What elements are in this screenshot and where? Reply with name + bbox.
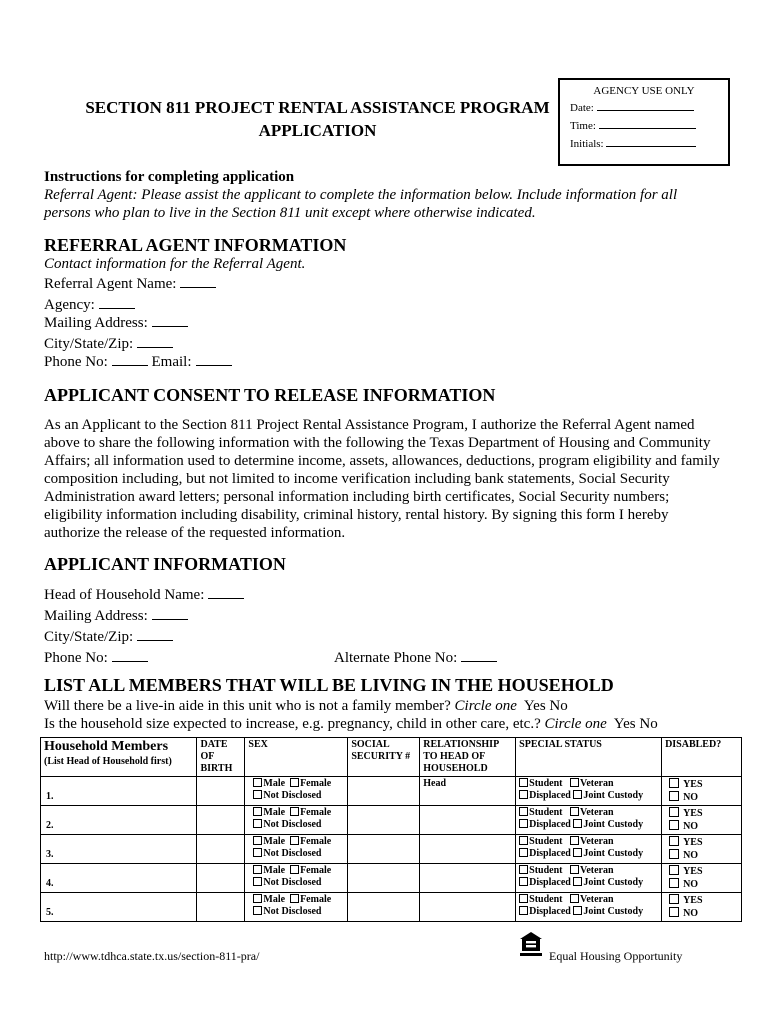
female-checkbox[interactable] xyxy=(290,894,299,903)
displaced-checkbox[interactable] xyxy=(519,906,528,915)
col-sex: SEX xyxy=(245,738,348,777)
title-line-2: APPLICATION xyxy=(258,121,377,140)
joint-custody-label-option[interactable] xyxy=(573,819,643,830)
disabled-yes-label-option[interactable] xyxy=(669,895,702,906)
equal-housing-icon xyxy=(519,931,543,957)
applicant-head-row xyxy=(44,586,244,604)
displaced-label-option[interactable] xyxy=(519,819,571,830)
member-name-cell[interactable]: 5. xyxy=(41,893,197,922)
female-label-option[interactable] xyxy=(290,865,331,876)
member-name-cell[interactable]: 1. xyxy=(41,777,197,806)
disabled-no-label: NO xyxy=(683,792,699,803)
disabled-yes-label-option[interactable] xyxy=(669,779,702,790)
disabled-cell xyxy=(662,806,742,835)
agency-time-field[interactable] xyxy=(599,119,696,129)
disabled-no-label-option[interactable] xyxy=(669,792,698,803)
disabled-line-1 xyxy=(669,894,738,907)
special-status-cell xyxy=(516,806,662,835)
status-line-1 xyxy=(519,807,658,819)
applicant-mailing-field[interactable] xyxy=(152,607,188,620)
referral-agency-row xyxy=(44,296,135,314)
female-label: Female xyxy=(300,836,332,847)
not-disclosed-label-option[interactable] xyxy=(253,906,321,917)
ssn-cell[interactable] xyxy=(348,864,420,893)
referral-agency-label: Agency: xyxy=(44,297,95,313)
applicant-head-label: Head of Household Name: xyxy=(44,587,205,603)
sex-line-1 xyxy=(248,778,344,790)
not-disclosed-label: Not Disclosed xyxy=(263,848,322,859)
referral-email-field[interactable] xyxy=(196,353,232,366)
joint-custody-label-option[interactable] xyxy=(573,877,643,888)
title-line-1: SECTION 811 PROJECT RENTAL ASSISTANCE PROGRAM xyxy=(85,98,550,117)
applicant-phone-row xyxy=(44,649,148,667)
student-label-option[interactable] xyxy=(519,778,562,789)
disabled-no-label: NO xyxy=(683,879,699,890)
disabled-yes-label: YES xyxy=(683,837,703,848)
referral-phone-row xyxy=(44,353,232,371)
referral-email-label: Email: xyxy=(151,354,192,370)
female-label-option[interactable] xyxy=(290,807,331,818)
veteran-checkbox[interactable] xyxy=(570,894,579,903)
col-special-status: SPECIAL STATUS xyxy=(516,738,662,777)
ssn-cell[interactable] xyxy=(348,806,420,835)
female-label-option[interactable] xyxy=(290,778,331,789)
not-disclosed-checkbox[interactable] xyxy=(253,819,262,828)
consent-line: As an Applicant to the Section 811 Project Rental Assistance Program, I authorize the Referral Agent named xyxy=(44,417,695,433)
joint-custody-label-option[interactable] xyxy=(573,790,643,801)
table-header-row xyxy=(41,738,742,777)
male-label: Male xyxy=(263,865,286,876)
household-q1-yes-no[interactable]: Yes No xyxy=(523,698,568,714)
disabled-yes-label: YES xyxy=(683,779,703,790)
student-label: Student xyxy=(529,807,563,818)
female-checkbox[interactable] xyxy=(290,807,299,816)
male-checkbox[interactable] xyxy=(253,894,262,903)
sex-cell xyxy=(245,835,348,864)
relationship-cell[interactable]: Head xyxy=(420,777,516,806)
veteran-label-option[interactable] xyxy=(570,836,614,847)
not-disclosed-label-option[interactable] xyxy=(253,877,321,888)
consent-line: composition including, but not limited to income verification including bank statements, Social Security xyxy=(44,471,670,487)
disabled-yes-checkbox[interactable] xyxy=(669,807,679,817)
agency-time-row xyxy=(570,119,728,133)
relationship-cell[interactable] xyxy=(420,864,516,893)
student-label-option[interactable] xyxy=(519,836,562,847)
col-ssn-line: SOCIAL xyxy=(351,739,390,750)
household-table xyxy=(40,737,742,922)
relationship-cell[interactable] xyxy=(420,806,516,835)
table-row xyxy=(41,893,742,922)
not-disclosed-checkbox[interactable] xyxy=(253,877,262,886)
male-label: Male xyxy=(263,807,286,818)
male-label-option[interactable] xyxy=(253,836,285,847)
household-q1-circle: Circle one xyxy=(454,698,517,714)
disabled-no-checkbox[interactable] xyxy=(669,907,679,917)
applicant-alt-phone-field[interactable] xyxy=(461,649,497,662)
sex-line-2 xyxy=(248,819,344,831)
student-label-option[interactable] xyxy=(519,894,562,905)
referral-mailing-field[interactable] xyxy=(152,314,188,327)
disabled-no-checkbox[interactable] xyxy=(669,791,679,801)
sex-line-2 xyxy=(248,877,344,889)
referral-city-row xyxy=(44,335,173,353)
consent-line: Administration award letters; personal information including birth certificates, Social Security numbers; xyxy=(44,489,670,505)
col-dob-line: BIRTH xyxy=(200,763,233,774)
veteran-label: Veteran xyxy=(580,778,614,789)
referral-agency-field[interactable] xyxy=(99,296,135,309)
not-disclosed-checkbox[interactable] xyxy=(253,790,262,799)
male-label: Male xyxy=(263,894,286,905)
household-q2-yes-no[interactable]: Yes No xyxy=(613,716,658,732)
special-status-cell xyxy=(516,835,662,864)
special-status-cell xyxy=(516,864,662,893)
applicant-mailing-row xyxy=(44,607,188,625)
joint-custody-label: Joint Custody xyxy=(583,906,644,917)
instructions-line-2: persons who plan to live in the Section 811 unit except where otherwise indicated. xyxy=(44,205,536,221)
col-members-sub: (List Head of Household first) xyxy=(44,756,172,767)
instructions-heading: Instructions for completing application xyxy=(44,169,295,185)
male-label-option[interactable] xyxy=(253,778,285,789)
displaced-label-option[interactable] xyxy=(519,790,571,801)
applicant-city-label: City/State/Zip: xyxy=(44,629,134,645)
agency-date-row xyxy=(570,101,728,115)
col-members-label: Household Members xyxy=(44,739,169,754)
sex-cell xyxy=(245,864,348,893)
student-checkbox[interactable] xyxy=(519,894,528,903)
applicant-head-field[interactable] xyxy=(208,586,244,599)
joint-custody-label: Joint Custody xyxy=(583,848,644,859)
male-checkbox[interactable] xyxy=(253,807,262,816)
joint-custody-checkbox[interactable] xyxy=(573,819,582,828)
displaced-checkbox[interactable] xyxy=(519,790,528,799)
joint-custody-label-option[interactable] xyxy=(573,906,643,917)
consent-line: above to share the following information with the following the Texas Department of Housing and Community xyxy=(44,435,711,451)
disabled-no-label: NO xyxy=(683,850,699,861)
consent-line: authorize the release of the requested information. xyxy=(44,525,346,541)
male-label-option[interactable] xyxy=(253,807,285,818)
date-of-birth-cell[interactable] xyxy=(197,864,245,893)
disabled-yes-checkbox[interactable] xyxy=(669,778,679,788)
member-name-cell[interactable]: 2. xyxy=(41,806,197,835)
consent-line: eligibility information including disability, criminal history, rental history. By signing this form I hereby xyxy=(44,507,669,523)
male-label-option[interactable] xyxy=(253,865,285,876)
not-disclosed-label: Not Disclosed xyxy=(263,819,322,830)
disabled-no-checkbox[interactable] xyxy=(669,849,679,859)
disabled-cell xyxy=(662,777,742,806)
status-line-2 xyxy=(519,790,658,802)
status-line-1 xyxy=(519,865,658,877)
col-date-of-birth xyxy=(197,738,245,777)
household-q2-text: Is the household size expected to increase, e.g. pregnancy, child in other care, etc.? xyxy=(44,716,541,732)
female-checkbox[interactable] xyxy=(290,778,299,787)
referral-mailing-row xyxy=(44,314,188,332)
referral-phone-label: Phone No: xyxy=(44,354,108,370)
sex-cell xyxy=(245,777,348,806)
displaced-label: Displaced xyxy=(529,790,571,801)
date-of-birth-cell[interactable] xyxy=(197,806,245,835)
agency-initials-row xyxy=(570,137,728,151)
displaced-label-option[interactable] xyxy=(519,877,571,888)
veteran-label-option[interactable] xyxy=(570,778,614,789)
male-checkbox[interactable] xyxy=(253,836,262,845)
female-label: Female xyxy=(300,778,332,789)
household-q2-circle: Circle one xyxy=(544,716,607,732)
disabled-line-2 xyxy=(669,907,738,920)
applicant-city-row xyxy=(44,628,173,646)
ssn-cell[interactable] xyxy=(348,835,420,864)
student-label-option[interactable] xyxy=(519,865,562,876)
not-disclosed-label-option[interactable] xyxy=(253,790,321,801)
agency-date-field[interactable] xyxy=(597,101,694,111)
female-checkbox[interactable] xyxy=(290,865,299,874)
female-label: Female xyxy=(300,865,332,876)
status-line-2 xyxy=(519,877,658,889)
female-label: Female xyxy=(300,807,332,818)
sex-line-1 xyxy=(248,807,344,819)
status-line-1 xyxy=(519,778,658,790)
equal-housing-text: Equal Housing Opportunity xyxy=(549,949,683,963)
joint-custody-checkbox[interactable] xyxy=(573,906,582,915)
referral-name-row xyxy=(44,275,216,293)
referral-phone-field[interactable] xyxy=(112,353,148,366)
agency-initials-field[interactable] xyxy=(606,137,696,147)
veteran-label: Veteran xyxy=(580,836,614,847)
joint-custody-checkbox[interactable] xyxy=(573,848,582,857)
referral-mailing-label: Mailing Address: xyxy=(44,315,148,331)
student-checkbox[interactable] xyxy=(519,836,528,845)
disabled-no-label-option[interactable] xyxy=(669,850,698,861)
veteran-label: Veteran xyxy=(580,894,614,905)
col-rel-line: TO HEAD OF xyxy=(423,751,486,762)
member-name-cell[interactable]: 4. xyxy=(41,864,197,893)
table-row xyxy=(41,835,742,864)
agency-initials-label: Initials: xyxy=(570,138,604,150)
displaced-checkbox[interactable] xyxy=(519,848,528,857)
male-checkbox[interactable] xyxy=(253,865,262,874)
instructions-line-1: Referral Agent: Please assist the applicant to complete the information below. Include information for all xyxy=(44,187,678,203)
displaced-label: Displaced xyxy=(529,906,571,917)
female-label: Female xyxy=(300,894,332,905)
col-rel-line: HOUSEHOLD xyxy=(423,763,488,774)
applicant-alt-phone-label: Alternate Phone No: xyxy=(334,650,458,666)
veteran-label-option[interactable] xyxy=(570,894,614,905)
veteran-label-option[interactable] xyxy=(570,865,614,876)
sex-line-2 xyxy=(248,848,344,860)
disabled-no-label-option[interactable] xyxy=(669,908,698,919)
disabled-line-2 xyxy=(669,849,738,862)
sex-cell xyxy=(245,806,348,835)
veteran-checkbox[interactable] xyxy=(570,778,579,787)
veteran-checkbox[interactable] xyxy=(570,807,579,816)
date-of-birth-cell[interactable] xyxy=(197,777,245,806)
veteran-label: Veteran xyxy=(580,807,614,818)
displaced-label-option[interactable] xyxy=(519,848,571,859)
household-question-2 xyxy=(44,715,658,733)
household-question-1 xyxy=(44,697,568,715)
veteran-label: Veteran xyxy=(580,865,614,876)
male-label: Male xyxy=(263,778,286,789)
referral-name-field[interactable] xyxy=(180,275,216,288)
disabled-line-2 xyxy=(669,791,738,804)
col-household-members xyxy=(41,738,197,777)
disabled-line-2 xyxy=(669,820,738,833)
status-line-1 xyxy=(519,894,658,906)
applicant-phone-label: Phone No: xyxy=(44,650,108,666)
veteran-checkbox[interactable] xyxy=(570,836,579,845)
agency-use-heading: AGENCY USE ONLY xyxy=(593,85,695,97)
female-checkbox[interactable] xyxy=(290,836,299,845)
displaced-label: Displaced xyxy=(529,877,571,888)
displaced-checkbox[interactable] xyxy=(519,819,528,828)
table-row xyxy=(41,864,742,893)
sex-line-1 xyxy=(248,836,344,848)
status-line-2 xyxy=(519,906,658,918)
male-label: Male xyxy=(263,836,286,847)
joint-custody-checkbox[interactable] xyxy=(573,790,582,799)
applicant-city-field[interactable] xyxy=(137,628,173,641)
sex-line-2 xyxy=(248,790,344,802)
member-name-cell[interactable]: 3. xyxy=(41,835,197,864)
not-disclosed-checkbox[interactable] xyxy=(253,848,262,857)
page-title xyxy=(40,96,595,142)
applicant-mailing-label: Mailing Address: xyxy=(44,608,148,624)
student-label: Student xyxy=(529,778,563,789)
disabled-no-checkbox[interactable] xyxy=(669,878,679,888)
student-label-option[interactable] xyxy=(519,807,562,818)
disabled-no-label: NO xyxy=(683,821,699,832)
disabled-yes-checkbox[interactable] xyxy=(669,836,679,846)
consent-line: Affairs; all information used to determine income, assets, allowances, deductions, program eligibility and family xyxy=(44,453,720,469)
status-line-1 xyxy=(519,836,658,848)
not-disclosed-checkbox[interactable] xyxy=(253,906,262,915)
disabled-line-2 xyxy=(669,878,738,891)
sex-line-1 xyxy=(248,894,344,906)
joint-custody-label: Joint Custody xyxy=(583,790,644,801)
consent-body xyxy=(44,416,720,542)
disabled-line-1 xyxy=(669,778,738,791)
applicant-alt-phone-row xyxy=(334,649,497,667)
joint-custody-checkbox[interactable] xyxy=(573,877,582,886)
disabled-line-1 xyxy=(669,836,738,849)
disabled-line-1 xyxy=(669,807,738,820)
special-status-cell xyxy=(516,777,662,806)
student-checkbox[interactable] xyxy=(519,778,528,787)
not-disclosed-label: Not Disclosed xyxy=(263,790,322,801)
displaced-label-option[interactable] xyxy=(519,906,571,917)
special-status-cell xyxy=(516,893,662,922)
joint-custody-label: Joint Custody xyxy=(583,819,644,830)
disabled-yes-label: YES xyxy=(683,866,703,877)
disabled-yes-checkbox[interactable] xyxy=(669,865,679,875)
status-line-2 xyxy=(519,819,658,831)
displaced-label: Displaced xyxy=(529,819,571,830)
referral-city-field[interactable] xyxy=(137,335,173,348)
agency-time-label: Time: xyxy=(570,120,596,132)
status-line-2 xyxy=(519,848,658,860)
table-row xyxy=(41,777,742,806)
male-label-option[interactable] xyxy=(253,894,285,905)
student-checkbox[interactable] xyxy=(519,807,528,816)
sex-line-2 xyxy=(248,906,344,918)
agency-use-box xyxy=(558,78,730,166)
not-disclosed-label: Not Disclosed xyxy=(263,906,322,917)
veteran-checkbox[interactable] xyxy=(570,865,579,874)
disabled-yes-label-option[interactable] xyxy=(669,808,702,819)
female-label-option[interactable] xyxy=(290,836,331,847)
col-ssn xyxy=(348,738,420,777)
referral-city-label: City/State/Zip: xyxy=(44,336,134,352)
not-disclosed-label-option[interactable] xyxy=(253,819,321,830)
joint-custody-label: Joint Custody xyxy=(583,877,644,888)
disabled-yes-label-option[interactable] xyxy=(669,866,702,877)
student-label: Student xyxy=(529,836,563,847)
sex-line-1 xyxy=(248,865,344,877)
not-disclosed-label: Not Disclosed xyxy=(263,877,322,888)
disabled-line-1 xyxy=(669,865,738,878)
household-q1-text: Will there be a live-in aide in this unit who is not a family member? xyxy=(44,698,451,714)
col-rel-line: RELATIONSHIP xyxy=(423,739,500,750)
disabled-yes-label: YES xyxy=(683,808,703,819)
date-of-birth-cell[interactable] xyxy=(197,835,245,864)
col-relationship xyxy=(420,738,516,777)
disabled-cell xyxy=(662,864,742,893)
col-disabled: DISABLED? xyxy=(662,738,742,777)
sex-cell xyxy=(245,893,348,922)
veteran-label-option[interactable] xyxy=(570,807,614,818)
col-dob-line: OF xyxy=(200,751,215,762)
not-disclosed-label-option[interactable] xyxy=(253,848,321,859)
male-checkbox[interactable] xyxy=(253,778,262,787)
date-of-birth-cell[interactable] xyxy=(197,893,245,922)
displaced-label: Displaced xyxy=(529,848,571,859)
student-checkbox[interactable] xyxy=(519,865,528,874)
referral-name-label: Referral Agent Name: xyxy=(44,276,177,292)
disabled-cell xyxy=(662,835,742,864)
applicant-heading: APPLICANT INFORMATION xyxy=(44,554,286,574)
disabled-no-label-option[interactable] xyxy=(669,879,698,890)
female-label-option[interactable] xyxy=(290,894,331,905)
col-dob-line: DATE xyxy=(200,739,228,750)
applicant-phone-field[interactable] xyxy=(112,649,148,662)
disabled-cell xyxy=(662,893,742,922)
disabled-yes-label-option[interactable] xyxy=(669,837,702,848)
student-label: Student xyxy=(529,894,563,905)
table-row xyxy=(41,806,742,835)
disabled-yes-label: YES xyxy=(683,895,703,906)
relationship-cell[interactable] xyxy=(420,893,516,922)
disabled-no-label-option[interactable] xyxy=(669,821,698,832)
disabled-no-label: NO xyxy=(683,908,699,919)
ssn-cell[interactable] xyxy=(348,777,420,806)
footer-url[interactable]: http://www.tdhca.state.tx.us/section-811-pra/ xyxy=(44,949,260,963)
household-heading: LIST ALL MEMBERS THAT WILL BE LIVING IN THE HOUSEHOLD xyxy=(44,675,614,695)
disabled-no-checkbox[interactable] xyxy=(669,820,679,830)
ssn-cell[interactable] xyxy=(348,893,420,922)
joint-custody-label-option[interactable] xyxy=(573,848,643,859)
agency-date-label: Date: xyxy=(570,102,594,114)
displaced-checkbox[interactable] xyxy=(519,877,528,886)
disabled-yes-checkbox[interactable] xyxy=(669,894,679,904)
student-label: Student xyxy=(529,865,563,876)
referral-agent-heading: REFERRAL AGENT INFORMATION xyxy=(44,235,347,255)
col-ssn-line: SECURITY # xyxy=(351,751,411,762)
consent-heading: APPLICANT CONSENT TO RELEASE INFORMATION xyxy=(44,385,496,405)
relationship-cell[interactable] xyxy=(420,835,516,864)
referral-agent-subtitle: Contact information for the Referral Agent. xyxy=(44,256,306,272)
